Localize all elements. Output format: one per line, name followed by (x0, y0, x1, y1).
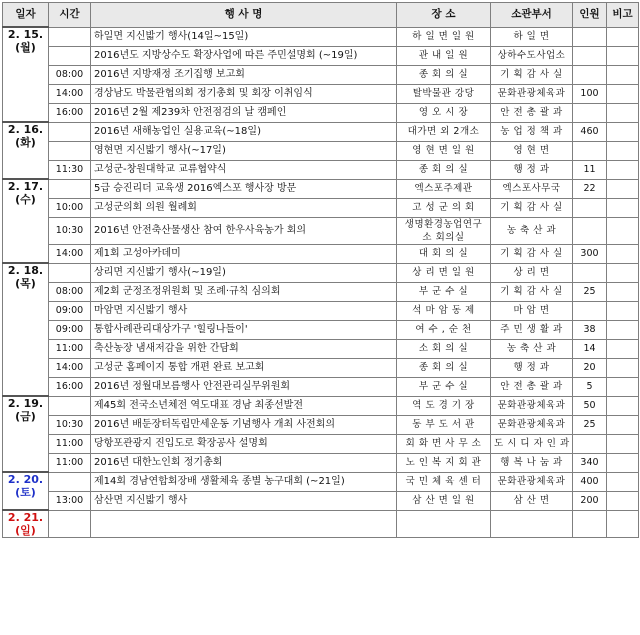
event-title: 고성군의회 의원 월례회 (91, 198, 397, 217)
event-title: 삼산면 지신밟기 행사 (91, 491, 397, 510)
schedule-row (3, 84, 639, 103)
note-cell (607, 453, 639, 472)
department-cell: 문화관광체육과 (491, 415, 573, 434)
attendee-count: 340 (573, 453, 607, 472)
attendee-count: 38 (573, 320, 607, 339)
note-cell (607, 472, 639, 491)
date-label: 2. 16. (7, 123, 44, 136)
time-cell: 11:00 (49, 339, 91, 358)
note-cell (607, 491, 639, 510)
venue-header: 장 소 (397, 3, 491, 28)
event-schedule-table (2, 2, 639, 538)
department-cell: 안 전 총 괄 과 (491, 103, 573, 122)
attendee-count: 300 (573, 244, 607, 263)
time-cell: 11:30 (49, 160, 91, 179)
schedule-row (3, 141, 639, 160)
department-cell: 행 정 과 (491, 160, 573, 179)
weekday-label: (화) (15, 136, 36, 149)
event-title: 제1회 고성아카데미 (91, 244, 397, 263)
note-cell (607, 244, 639, 263)
note-cell (607, 301, 639, 320)
date-cell (3, 27, 49, 122)
attendee-count (573, 510, 607, 538)
event-title: 제2회 군정조정위원회 및 조례·규칙 심의회 (91, 282, 397, 301)
attendee-count: 14 (573, 339, 607, 358)
event-title: 2016년 안전축산물생산 참여 한우사육농가 회의 (91, 217, 397, 244)
attendee-count: 22 (573, 179, 607, 198)
venue-cell: 대 회 의 실 (397, 244, 491, 263)
time-cell: 14:00 (49, 84, 91, 103)
venue-cell: 부 군 수 실 (397, 282, 491, 301)
schedule-body (3, 27, 639, 538)
date-cell (3, 510, 49, 538)
time-cell: 09:00 (49, 301, 91, 320)
header-row (3, 3, 639, 28)
event-title: 마암면 지신밟기 행사 (91, 301, 397, 320)
time-cell: 14:00 (49, 244, 91, 263)
department-cell: 영 현 면 (491, 141, 573, 160)
note-cell (607, 217, 639, 244)
venue-cell: 석 마 암 동 제 (397, 301, 491, 320)
time-cell: 10:30 (49, 217, 91, 244)
date-label: 2. 20. (7, 473, 44, 486)
note-cell (607, 320, 639, 339)
department-cell: 기 획 감 사 실 (491, 282, 573, 301)
department-cell: 문화관광체육과 (491, 472, 573, 491)
attendee-count (573, 434, 607, 453)
event-title: 하일면 지신밟기 행사(14일~15일) (91, 27, 397, 46)
schedule-row (3, 160, 639, 179)
dept-header: 소관부서 (491, 3, 573, 28)
venue-cell: 부 군 수 실 (397, 377, 491, 396)
attendee-count: 460 (573, 122, 607, 141)
attendee-count: 25 (573, 415, 607, 434)
department-cell (491, 510, 573, 538)
venue-cell: 대가면 외 2개소 (397, 122, 491, 141)
note-header: 비고 (607, 3, 639, 28)
event-title: 고성군 홈페이지 통합 개편 완료 보고회 (91, 358, 397, 377)
department-cell: 마 암 면 (491, 301, 573, 320)
department-cell: 상하수도사업소 (491, 46, 573, 65)
event-title: 축산농장 냄새저감을 위한 간담회 (91, 339, 397, 358)
venue-cell (397, 510, 491, 538)
count-header: 인원 (573, 3, 607, 28)
weekday-label: (수) (15, 193, 36, 206)
schedule-row (3, 453, 639, 472)
attendee-count (573, 46, 607, 65)
venue-cell: 종 회 의 실 (397, 65, 491, 84)
note-cell (607, 415, 639, 434)
attendee-count: 400 (573, 472, 607, 491)
schedule-row (3, 27, 639, 46)
time-cell (49, 46, 91, 65)
attendee-count (573, 301, 607, 320)
event-title: 2016년도 지방상수도 확장사업에 따른 주민설명회 (~19일) (91, 46, 397, 65)
event-header: 행 사 명 (91, 3, 397, 28)
schedule-row (3, 122, 639, 141)
department-cell: 농 업 정 책 과 (491, 122, 573, 141)
event-title: 제14회 경남연합회장배 생활체육 종별 농구대회 (~21일) (91, 472, 397, 491)
schedule-row (3, 217, 639, 244)
date-label: 2. 21. (7, 511, 44, 524)
time-cell (49, 27, 91, 46)
time-cell (49, 263, 91, 282)
department-cell: 농 축 산 과 (491, 217, 573, 244)
venue-cell: 역 도 경 기 장 (397, 396, 491, 415)
note-cell (607, 84, 639, 103)
note-cell (607, 27, 639, 46)
schedule-row (3, 179, 639, 198)
time-cell: 16:00 (49, 377, 91, 396)
schedule-row (3, 65, 639, 84)
schedule-row (3, 282, 639, 301)
attendee-count (573, 27, 607, 46)
event-title: 2016년 정월대보름행사 안전관리실무위원회 (91, 377, 397, 396)
weekday-label: (일) (15, 524, 36, 537)
date-cell (3, 263, 49, 396)
department-cell: 하 일 면 (491, 27, 573, 46)
note-cell (607, 510, 639, 538)
department-cell: 행 정 과 (491, 358, 573, 377)
time-cell: 10:30 (49, 415, 91, 434)
note-cell (607, 46, 639, 65)
note-cell (607, 179, 639, 198)
venue-cell: 국 민 체 육 센 터 (397, 472, 491, 491)
attendee-count: 200 (573, 491, 607, 510)
note-cell (607, 141, 639, 160)
note-cell (607, 122, 639, 141)
venue-cell: 엑스포주제관 (397, 179, 491, 198)
weekday-label: (금) (15, 410, 36, 423)
department-cell: 엑스포사무국 (491, 179, 573, 198)
schedule-row (3, 377, 639, 396)
date-label: 2. 17. (7, 180, 44, 193)
weekday-label: (목) (15, 277, 36, 290)
schedule-row (3, 396, 639, 415)
note-cell (607, 282, 639, 301)
time-cell: 11:00 (49, 434, 91, 453)
date-label: 2. 15. (7, 28, 44, 41)
attendee-count (573, 141, 607, 160)
time-cell: 14:00 (49, 358, 91, 377)
attendee-count (573, 198, 607, 217)
department-cell: 문화관광체육과 (491, 84, 573, 103)
attendee-count: 25 (573, 282, 607, 301)
schedule-row (3, 415, 639, 434)
date-header: 일자 (3, 3, 49, 28)
department-cell: 안 전 총 괄 과 (491, 377, 573, 396)
attendee-count: 100 (573, 84, 607, 103)
note-cell (607, 263, 639, 282)
date-cell (3, 179, 49, 263)
venue-cell: 영 현 면 일 원 (397, 141, 491, 160)
venue-cell: 생명환경농업연구소 회의실 (397, 217, 491, 244)
department-cell: 기 획 감 사 실 (491, 244, 573, 263)
time-cell (49, 179, 91, 198)
venue-cell: 하 일 면 일 원 (397, 27, 491, 46)
event-title: 2016년 대한노인회 정기총회 (91, 453, 397, 472)
venue-cell: 소 회 의 실 (397, 339, 491, 358)
event-title: 통합사례관리대상가구 '힐링나들이' (91, 320, 397, 339)
schedule-row (3, 46, 639, 65)
note-cell (607, 160, 639, 179)
schedule-row (3, 320, 639, 339)
time-cell: 09:00 (49, 320, 91, 339)
department-cell: 도 시 디 자 인 과 (491, 434, 573, 453)
time-cell (49, 510, 91, 538)
event-title: 2016년 새해농업인 실용교육(~18일) (91, 122, 397, 141)
event-title: 경상남도 박물관협의회 정기총회 및 회장 이취임식 (91, 84, 397, 103)
schedule-row (3, 339, 639, 358)
venue-cell: 삼 산 면 일 원 (397, 491, 491, 510)
event-title: 2016년 2월 제239차 안전점검의 날 캠페인 (91, 103, 397, 122)
date-label: 2. 18. (7, 264, 44, 277)
schedule-row (3, 103, 639, 122)
schedule-row (3, 472, 639, 491)
department-cell: 상 리 면 (491, 263, 573, 282)
note-cell (607, 339, 639, 358)
event-title: 2016년 배둔장터독립만세운동 기념행사 개최 사전회의 (91, 415, 397, 434)
venue-cell: 관 내 일 원 (397, 46, 491, 65)
event-title: 고성군-창원대학교 교류협약식 (91, 160, 397, 179)
date-cell (3, 396, 49, 472)
attendee-count (573, 263, 607, 282)
schedule-row (3, 434, 639, 453)
note-cell (607, 377, 639, 396)
venue-cell: 동 부 도 서 관 (397, 415, 491, 434)
venue-cell: 영 오 시 장 (397, 103, 491, 122)
attendee-count: 20 (573, 358, 607, 377)
attendee-count: 5 (573, 377, 607, 396)
date-cell (3, 472, 49, 510)
department-cell: 농 축 산 과 (491, 339, 573, 358)
event-title: 영현면 지신밟기 행사(~17일) (91, 141, 397, 160)
schedule-row (3, 244, 639, 263)
time-cell: 13:00 (49, 491, 91, 510)
note-cell (607, 358, 639, 377)
event-title: 당항포관광지 진입도로 확장공사 설명회 (91, 434, 397, 453)
attendee-count: 50 (573, 396, 607, 415)
attendee-count: 11 (573, 160, 607, 179)
department-cell: 기 획 감 사 실 (491, 198, 573, 217)
weekday-label: (토) (15, 486, 36, 499)
schedule-row (3, 301, 639, 320)
venue-cell: 종 회 의 실 (397, 358, 491, 377)
venue-cell: 여 수 , 순 천 (397, 320, 491, 339)
event-title: 2016년 지방재정 조기집행 보고회 (91, 65, 397, 84)
attendee-count (573, 217, 607, 244)
attendee-count (573, 103, 607, 122)
schedule-row (3, 510, 639, 538)
venue-cell: 노 인 복 지 회 관 (397, 453, 491, 472)
attendee-count (573, 65, 607, 84)
department-cell: 문화관광체육과 (491, 396, 573, 415)
note-cell (607, 65, 639, 84)
venue-cell: 고 성 군 의 회 (397, 198, 491, 217)
schedule-row (3, 198, 639, 217)
event-title (91, 510, 397, 538)
event-title: 상리면 지신밟기 행사(~19일) (91, 263, 397, 282)
event-title: 제45회 전국소년체전 역도대표 경남 최종선발전 (91, 396, 397, 415)
time-cell: 08:00 (49, 65, 91, 84)
schedule-row (3, 491, 639, 510)
time-header: 시간 (49, 3, 91, 28)
time-cell (49, 472, 91, 491)
weekday-label: (월) (15, 41, 36, 54)
time-cell: 08:00 (49, 282, 91, 301)
event-title: 5급 승진리더 교육생 2016엑스포 행사장 방문 (91, 179, 397, 198)
time-cell (49, 141, 91, 160)
department-cell: 기 획 감 사 실 (491, 65, 573, 84)
department-cell: 삼 산 면 (491, 491, 573, 510)
time-cell: 10:00 (49, 198, 91, 217)
note-cell (607, 198, 639, 217)
schedule-row (3, 358, 639, 377)
date-label: 2. 19. (7, 397, 44, 410)
venue-cell: 상 리 면 일 원 (397, 263, 491, 282)
note-cell (607, 434, 639, 453)
venue-cell: 탈박물관 강당 (397, 84, 491, 103)
time-cell: 11:00 (49, 453, 91, 472)
note-cell (607, 396, 639, 415)
time-cell: 16:00 (49, 103, 91, 122)
date-cell (3, 122, 49, 179)
department-cell: 주 민 생 활 과 (491, 320, 573, 339)
schedule-row (3, 263, 639, 282)
note-cell (607, 103, 639, 122)
time-cell (49, 396, 91, 415)
time-cell (49, 122, 91, 141)
venue-cell: 회 화 면 사 무 소 (397, 434, 491, 453)
department-cell: 행 복 나 눔 과 (491, 453, 573, 472)
venue-cell: 종 회 의 실 (397, 160, 491, 179)
